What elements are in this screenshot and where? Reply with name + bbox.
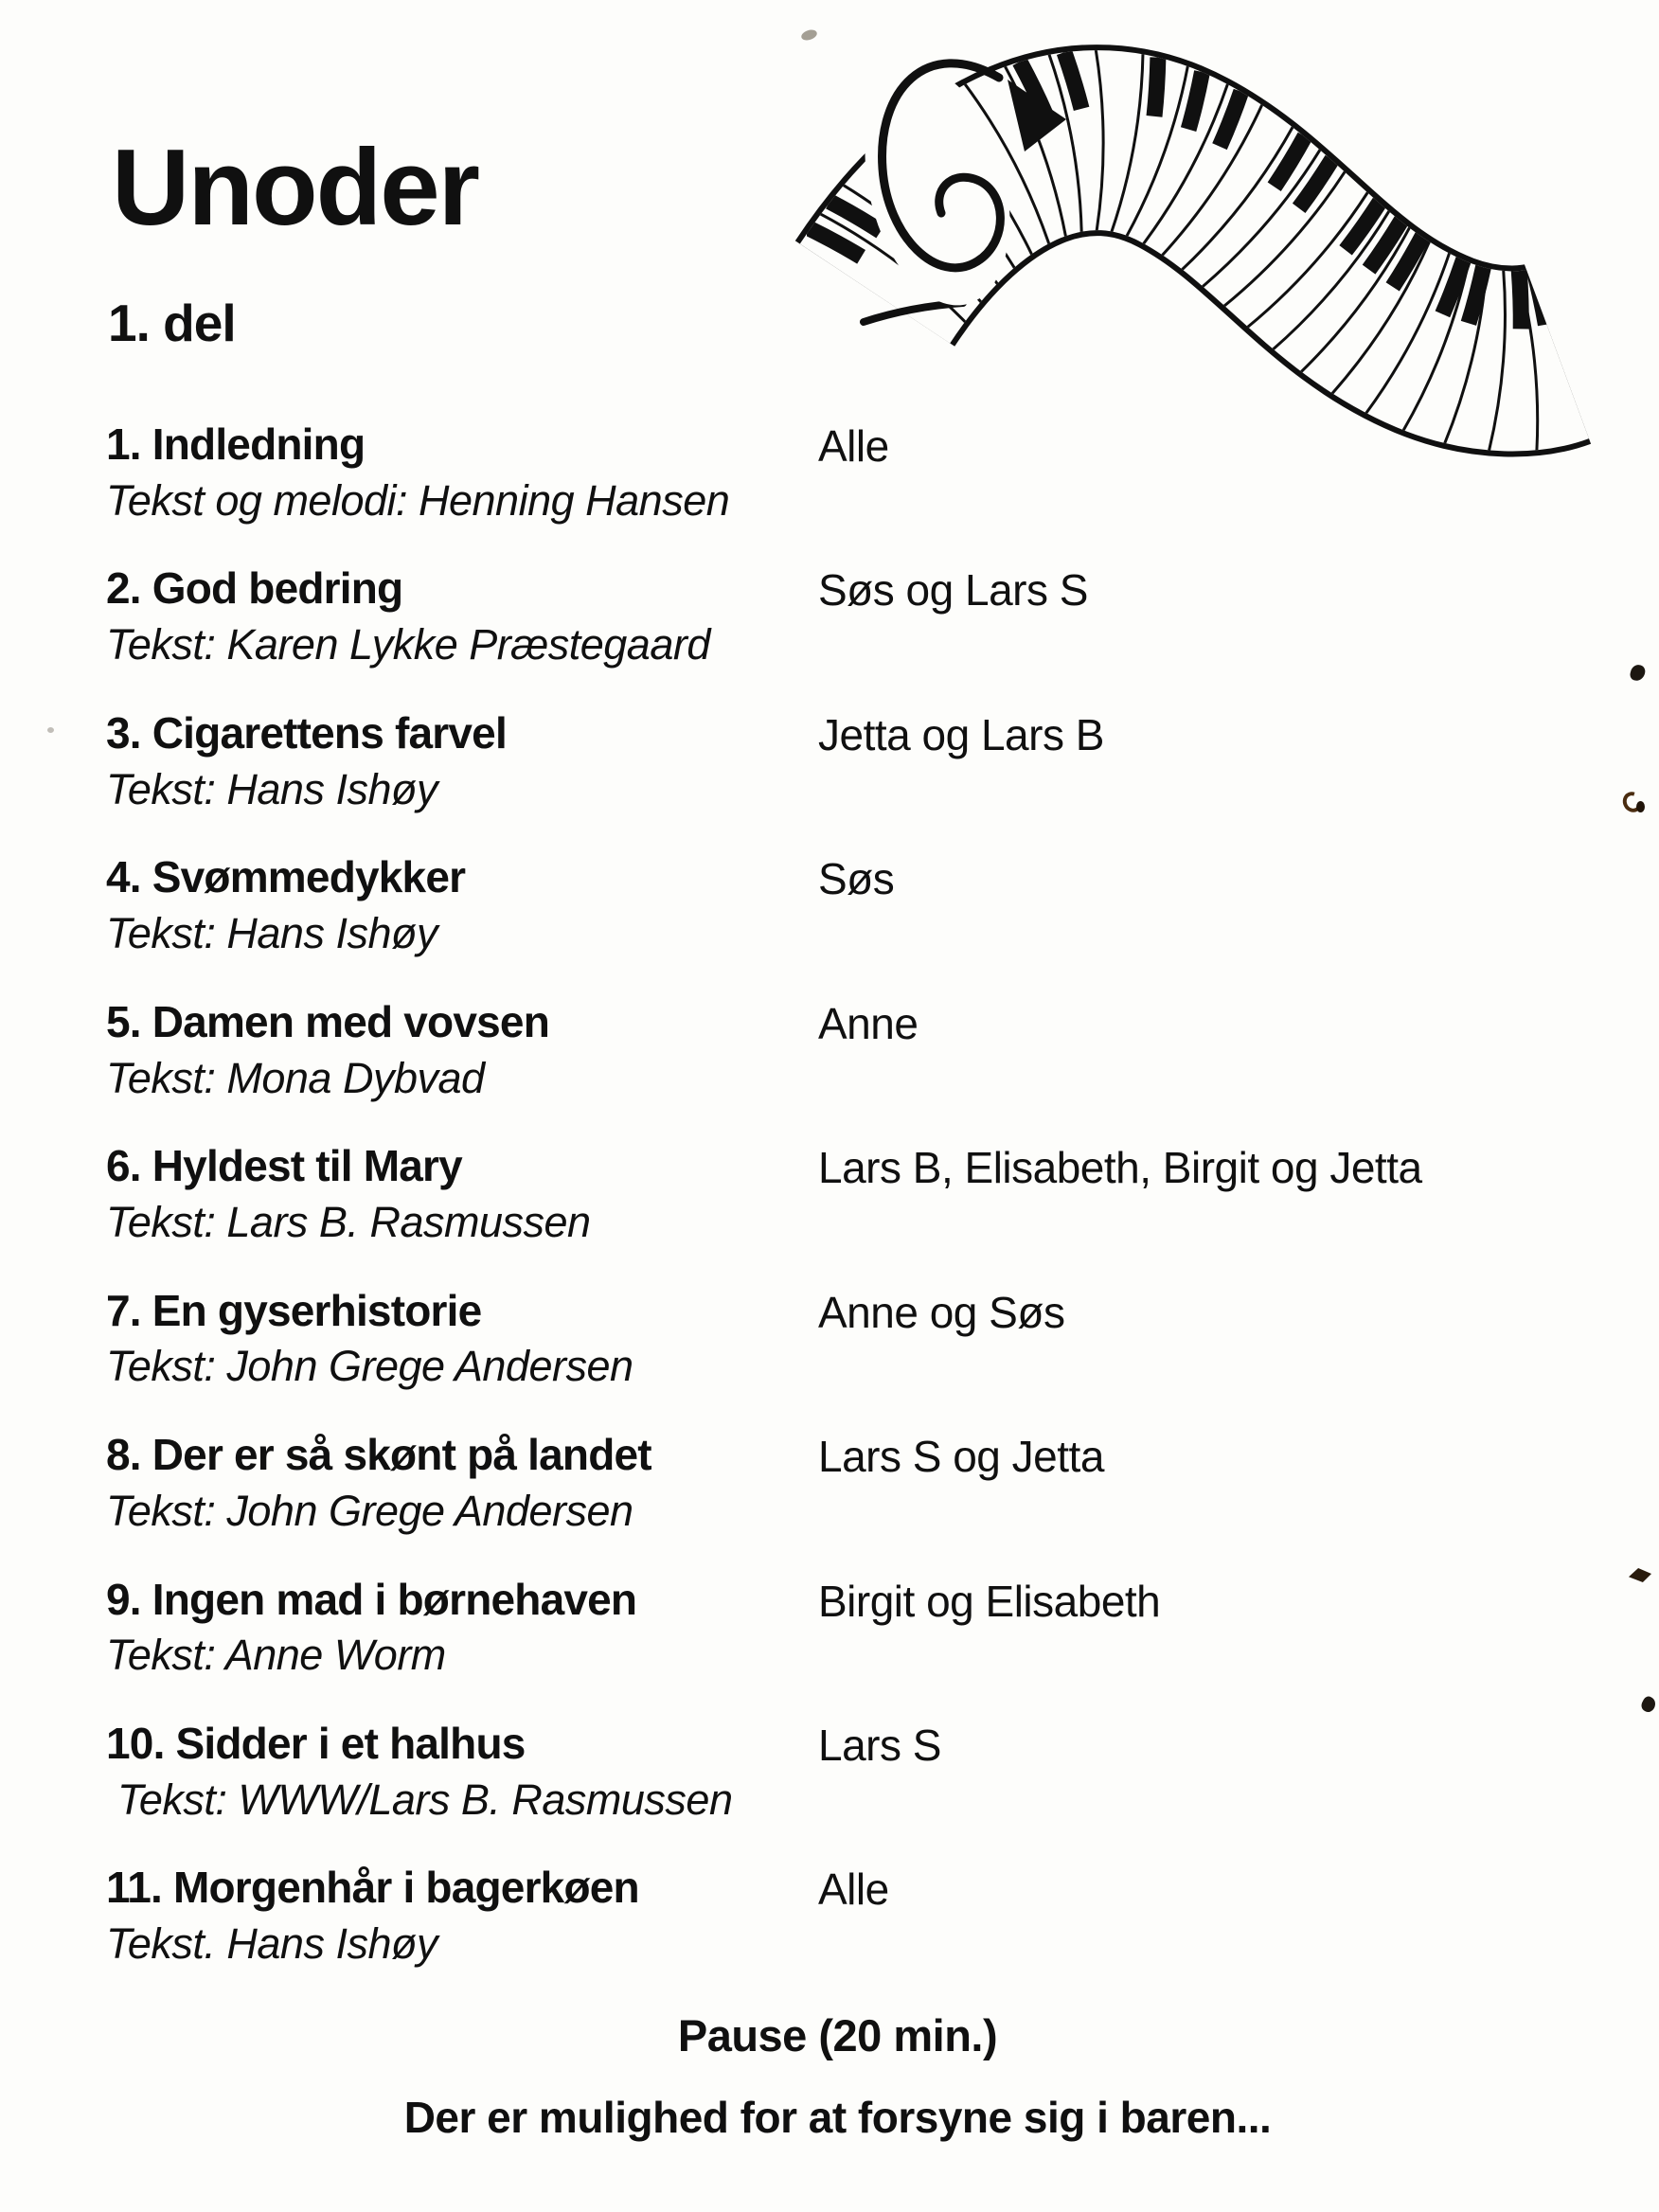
program-item — [106, 996, 1569, 1102]
item-title: 10. Sidder i et halhus — [106, 1718, 526, 1768]
item-performers: Birgit og Elisabeth — [818, 1576, 1161, 1626]
item-credit: Tekst. Hans Ishøy — [106, 1919, 437, 1969]
piano-keyboard-illustration — [864, 21, 1564, 437]
item-title: 1. Indledning — [106, 419, 366, 469]
item-credit: Tekst: Hans Ishøy — [106, 764, 437, 813]
program-item — [106, 565, 1569, 667]
program-item — [106, 1432, 1569, 1533]
item-performers: Anne — [818, 998, 919, 1048]
program-item — [106, 1574, 1569, 1680]
program-item — [106, 707, 1569, 813]
item-title: 7. En gyserhistorie — [106, 1285, 482, 1335]
program-item — [106, 1718, 1569, 1824]
program-item — [106, 1285, 1569, 1391]
scan-speck — [1636, 801, 1645, 812]
bar-note: Der er mulighed for at forsyne sig i baren... — [403, 2092, 1272, 2142]
item-performers: Alle — [818, 1864, 889, 1915]
scan-speck — [47, 727, 54, 733]
item-performers: Anne og Søs — [818, 1287, 1065, 1337]
pause-note: Pause (20 min.) — [677, 2009, 998, 2060]
item-performers: Søs — [818, 854, 895, 904]
item-credit: Tekst og melodi: Henning Hansen — [106, 475, 730, 525]
program-list — [106, 421, 1569, 1967]
program-item — [106, 1863, 1569, 1969]
item-title: 9. Ingen mad i børnehaven — [106, 1574, 637, 1624]
item-credit: Tekst: Karen Lykke Præstegaard — [106, 620, 710, 669]
item-performers: Lars B, Elisabeth, Birgit og Jetta — [818, 1143, 1422, 1193]
item-title: 11. Morgenhår i bagerkøen — [106, 1863, 639, 1913]
item-credit: Tekst: Mona Dybvad — [106, 1053, 485, 1102]
item-credit: Tekst: Lars B. Rasmussen — [106, 1197, 591, 1246]
item-title: 5. Damen med vovsen — [106, 996, 550, 1046]
part-heading: 1. del — [108, 294, 236, 352]
item-title: 6. Hyldest til Mary — [106, 1141, 462, 1191]
item-credit: Tekst: John Grege Andersen — [106, 1486, 633, 1535]
program-item — [106, 852, 1569, 958]
item-credit: Tekst: WWW/Lars B. Rasmussen — [106, 1775, 733, 1824]
item-credit: Tekst: Anne Worm — [106, 1631, 446, 1680]
item-performers: Alle — [818, 421, 889, 471]
item-credit: Tekst: Hans Ishøy — [106, 909, 437, 958]
item-title: 2. God bedring — [106, 563, 403, 614]
item-title: 4. Svømmedykker — [106, 852, 466, 902]
item-performers: Jetta og Lars B — [818, 709, 1104, 759]
page-title: Unoder — [112, 128, 478, 248]
item-credit: Tekst: John Grege Andersen — [106, 1342, 633, 1391]
item-performers: Lars S og Jetta — [818, 1432, 1104, 1482]
item-performers: Lars S — [818, 1720, 941, 1770]
footer — [106, 2009, 1569, 2143]
item-performers: Søs og Lars S — [818, 565, 1088, 615]
program-item — [106, 1143, 1569, 1244]
item-title: 8. Der er så skønt på landet — [106, 1430, 651, 1480]
item-title: 3. Cigarettens farvel — [106, 707, 507, 758]
